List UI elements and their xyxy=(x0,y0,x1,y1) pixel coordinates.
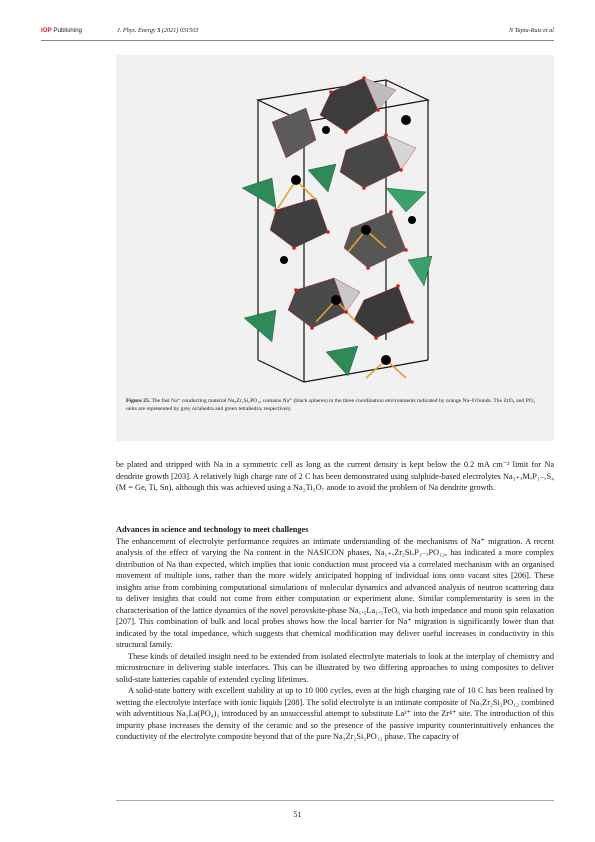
publisher-logo xyxy=(41,27,82,34)
paragraph-2: The enhancement of electrolyte performance requires an intimate understanding of the mechanisms of Na⁺ migration. A recent analysis of the effect of varying the Na content in the NASICON phases, Na₁₊ₓZr₂SiₓP₃₋ₓPO₁₂, has indicated a more complex distribution of Na than expected, which implies that ionic conduction must proceed via a correlated mechanism with an organised movement of multiple ions, rather than the more widely anticipated hopping of individual ions onto vacant sites [206]. These insights arise from combining computational simulations of molecular dynamics and advanced analysis of neutron scattering data to deliver insights that could not come from either computation or experiment alone. Similar complementarity is seen in the characterisation of the lattice dynamics of the novel perovskite-phase Na₁.₅La₁.₅TeO₆ via both impedance and muon spin relaxation [207]. This combination of bulk and local probes shows how the local barrier for Na⁺ migration is significantly lower than that indicated by the total impedance, which suggests that chemical modification may deliver useful increases in conductivity in this structural family. xyxy=(116,536,554,649)
figure-caption-text: The fast Na⁺ conducting material Na₃Zr₂Si₂PO₁₂ contains Na⁺ (black spheres) in the three coordination environments indicated by orange Na–O bonds. The ZrO₆ and PO₄ units are represented by grey octahedra and green tetrahedra, respectively. xyxy=(126,398,535,413)
footer-rule xyxy=(116,800,554,801)
paragraph-3: These kinds of detailed insight need to be extended from isolated electrolyte materials to look at the interplay of chemistry and microstructure in delivering stable interfaces. This can be illustrated by two differing approaches to using composites to deliver solid-state batteries capable of extended cycling lifetimes. xyxy=(116,651,554,684)
crystal-structure-illustration xyxy=(236,60,436,392)
section-title: Advances in science and technology to meet challenges xyxy=(116,525,309,534)
figure-label: Figure 25. xyxy=(126,398,151,404)
journal-name: J. Phys. Energy xyxy=(117,27,156,34)
po4-tetrahedra xyxy=(242,164,432,376)
paragraph-1: be plated and stripped with Na in a symmetric cell as long as the current density is kept below the 0.2 mA cm⁻² limit for Na dendrite growth [203]. A relatively high charge rate of 2 C has been demonstrated using sulphide-based electrolytes Na₃₊ₓMₓP₁₋ₓS₄ (M = Ge, Ti, Sn), although this was achieved using a Na₂Ti₃O₇ anode to avoid the problem of Na dendrite growth. xyxy=(116,460,554,492)
section-block xyxy=(116,524,554,743)
page-number: 51 xyxy=(293,810,302,819)
figure-caption xyxy=(126,397,542,413)
zro6-octahedra xyxy=(270,78,416,338)
header-rule xyxy=(41,40,554,41)
page-header xyxy=(41,27,554,41)
paragraph-4: A solid-state battery with excellent stability at up to 10 000 cycles, even at the high charging rate of 10 C has been realised by wetting the electrolyte interface with ionic liquids [208]. The solid electrolyte is an intimate composite of Na₃Zr₂Si₂PO₁₂ combined with adventitious Na₃La(PO₄)₃ introduced by an unsuccessful attempt to substitute La³⁺ into the Zr⁴⁺ site. The introduction of this impurity phase increases the density of the ceramic and so the presence of the passive impurity counterintuitively enhances the conductivity of the electrolyte composite beyond that of the pure Na₃Zr₂Si₂PO₁₂ phase. The capacity of xyxy=(116,686,554,741)
figure-25 xyxy=(116,55,554,441)
running-author: N Tapia-Ruiz et al xyxy=(509,27,554,34)
journal-citation xyxy=(117,27,198,34)
publisher-mark: IOP xyxy=(41,27,52,34)
publisher-name: Publishing xyxy=(53,27,82,34)
journal-volume: 3 xyxy=(157,27,161,34)
paragraph-1-container xyxy=(116,459,554,494)
journal-citation-number: (2021) 031503 xyxy=(161,27,199,34)
